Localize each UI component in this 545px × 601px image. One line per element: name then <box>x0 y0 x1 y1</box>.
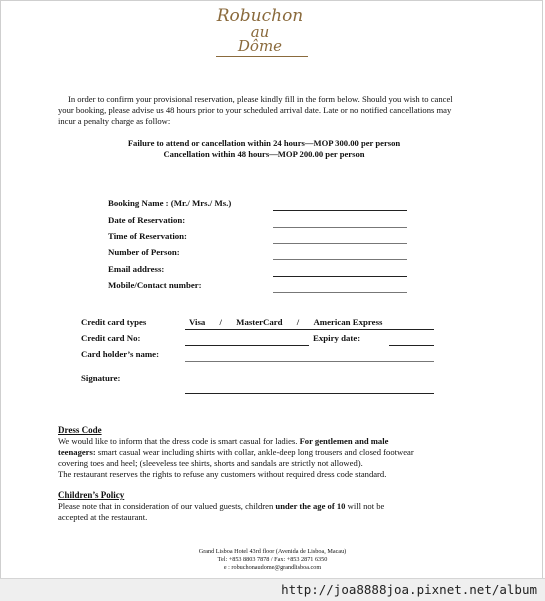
intro-paragraph: In order to confirm your provisional reservation, please kindly fill in the form below. Should you wish to cancel your booking, please advise us 48 hours prior to your scheduled arrival date. Late or no notified cancellations may incur a penalty charge as follow: <box>58 94 453 126</box>
footer-email: e : robuchonaudome@grandlisboa.com <box>223 564 322 571</box>
reservation-date-line[interactable] <box>273 227 407 228</box>
number-of-person-line[interactable] <box>273 259 407 260</box>
dress-code-paragraph <box>58 436 498 480</box>
credit-card-number-line[interactable] <box>185 345 309 346</box>
children-policy-paragraph <box>58 501 498 523</box>
penalty-line-24h: Failure to attend or cancellation within 24 hours—MOP 300.00 per person <box>127 138 401 148</box>
penalty-line-48h: Cancellation within 48 hours—MOP 200.00 per person <box>163 149 365 159</box>
card-type-visa[interactable]: Visa <box>189 317 206 327</box>
logo-line-1: Robuchon <box>216 6 304 26</box>
children-text-1c: will not be <box>347 501 385 511</box>
card-type-mastercard[interactable]: MasterCard <box>236 317 283 327</box>
credit-card-types-label: Credit card types <box>81 317 147 327</box>
reservation-time-line[interactable] <box>273 243 407 244</box>
booking-name-line[interactable] <box>273 210 407 211</box>
dress-code-text-4: The restaurant reserves the rights to refuse any customers without required dress code standard. <box>58 469 387 479</box>
logo-line-3: Dôme <box>237 37 283 55</box>
credit-card-type-options <box>189 317 382 327</box>
penalty-notice <box>58 138 470 160</box>
card-type-amex[interactable]: American Express <box>313 317 383 327</box>
mobile-label: Mobile/Contact number: <box>108 280 202 290</box>
dress-code-text-1b: For gentlemen and male <box>299 436 389 446</box>
footer-contact <box>130 548 415 572</box>
number-of-person-label: Number of Person: <box>108 247 180 257</box>
card-type-separator: / <box>219 317 222 327</box>
email-line[interactable] <box>273 276 407 277</box>
footer-phone-fax: Tel: +853 8803 7878 / Fax: +853 2871 6350 <box>217 556 328 563</box>
dress-code-text-1a: We would like to inform that the dress code is smart casual for ladies. <box>58 436 298 446</box>
card-type-separator: / <box>296 317 300 327</box>
reservation-date-label: Date of Reservation: <box>108 215 186 225</box>
email-label: Email address: <box>108 264 165 274</box>
children-policy-title: Children’s Policy <box>58 490 125 500</box>
signature-label: Signature: <box>81 373 121 383</box>
footer-address: Grand Lisboa Hotel 43rd floor (Avenida de Lisboa, Macau) <box>198 548 347 555</box>
expiry-date-label: Expiry date: <box>313 333 361 343</box>
dress-code-text-3: covering toes and heel; (sleeveless tee shirts, shorts and sandals are strictly not allowed). <box>58 458 363 468</box>
dress-code-title: Dress Code <box>58 425 102 435</box>
booking-name-label: Booking Name : (Mr./ Mrs./ Ms.) <box>108 198 232 208</box>
restaurant-logo <box>190 8 330 54</box>
signature-line[interactable] <box>185 393 434 394</box>
logo-line-2: au <box>250 23 270 41</box>
reservation-time-label: Time of Reservation: <box>108 231 187 241</box>
children-text-1b: under the age of 10 <box>275 501 346 511</box>
watermark-bar <box>0 578 545 601</box>
credit-card-number-label: Credit card No: <box>81 333 141 343</box>
dress-code-text-2a: teenagers: <box>58 447 96 457</box>
card-holder-name-label: Card holder’s name: <box>81 349 160 359</box>
logo-underline <box>216 56 308 57</box>
children-text-1a: Please note that in consideration of our valued guests, children <box>58 501 274 511</box>
credit-card-types-line <box>185 329 434 330</box>
dress-code-text-2b: smart casual wear including shirts with collar, ankle-deep long trousers and closed footwear <box>97 447 414 457</box>
children-text-2: accepted at the restaurant. <box>58 512 148 522</box>
expiry-date-line[interactable] <box>389 345 434 346</box>
card-holder-name-line[interactable] <box>185 361 434 362</box>
mobile-line[interactable] <box>273 292 407 293</box>
watermark-url: http://joa8888joa.pixnet.net/album <box>281 582 537 597</box>
